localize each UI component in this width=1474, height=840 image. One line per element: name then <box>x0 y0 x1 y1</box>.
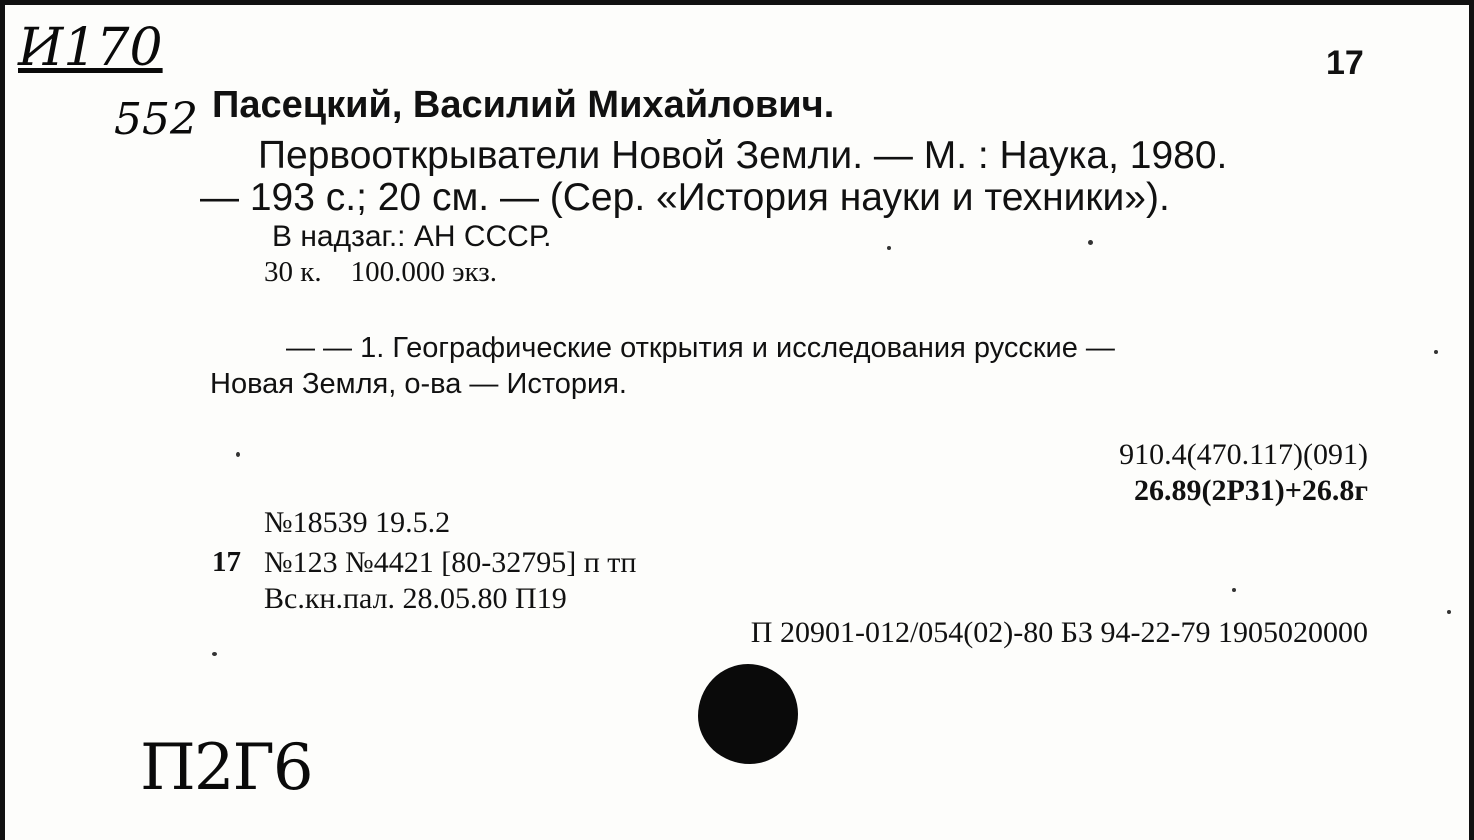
speck <box>1088 240 1093 245</box>
speck <box>1434 350 1438 354</box>
title-line-2: — 193 с.; 20 см. — (Сер. «История науки и техники»). <box>200 176 1170 219</box>
speck <box>236 452 240 457</box>
record-line-1: №18539 19.5.2 <box>264 506 451 539</box>
sponsor-note: В надзаг.: АН СССР. <box>272 220 552 253</box>
price-and-run: 30 к. 100.000 экз. <box>264 256 497 288</box>
speck <box>1447 610 1451 614</box>
subject-line-1: — — 1. Географические открытия и исследования русские — <box>286 332 1115 364</box>
card-border-top <box>0 0 1474 5</box>
title-line-1: Первооткрыватели Новой Земли. — М. : Наука, 1980. <box>258 134 1228 177</box>
handwritten-shelf-mark: И170 <box>18 18 163 78</box>
subject-line-2: Новая Земля, о-ва — История. <box>210 368 627 400</box>
card-border-left <box>0 0 5 840</box>
page-number: 17 <box>1326 44 1364 82</box>
record-line-2-prefix: 17 <box>212 546 241 578</box>
handwritten-bottom-mark: П2Г6 <box>140 731 312 805</box>
ink-blot <box>698 664 798 764</box>
speck <box>212 652 217 656</box>
udc-code: 910.4(470.117)(091) <box>1119 438 1368 471</box>
bbk-code: 26.89(2Р31)+26.8г <box>1133 474 1368 507</box>
speck <box>1232 588 1236 592</box>
card-border-right <box>1469 0 1474 840</box>
record-line-3: Вс.кн.пал. 28.05.80 П19 <box>264 582 567 615</box>
handwritten-number: 552 <box>114 94 198 145</box>
record-line-2: №123 №4421 [80-32795] п тп <box>264 546 637 579</box>
author-heading: Пасецкий, Василий Михайлович. <box>212 84 835 126</box>
speck <box>887 246 891 250</box>
record-line-4: П 20901-012/054(02)-80 БЗ 94-22-79 1905020000 <box>750 616 1368 649</box>
